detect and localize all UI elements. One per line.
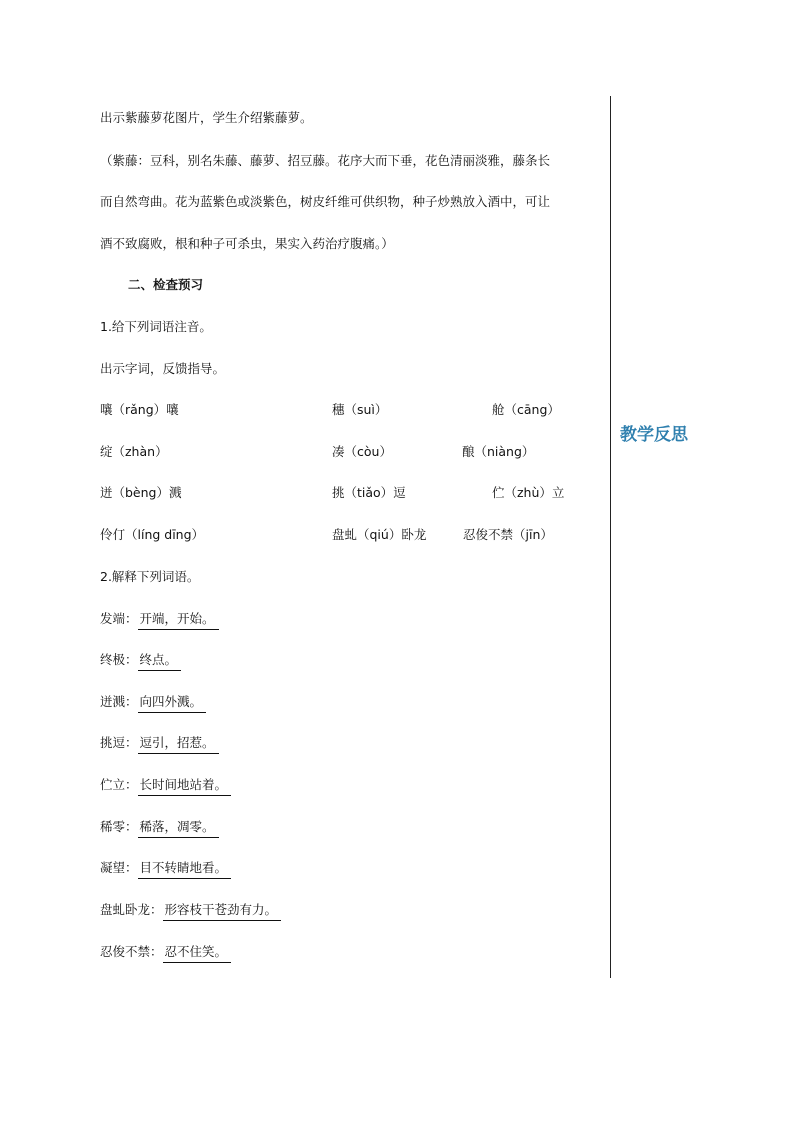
definition-row <box>100 817 219 835</box>
section-heading: 二、检查预习 <box>128 277 204 292</box>
pinyin-item: 穗（suì） <box>332 402 388 417</box>
pinyin-item: 嚷（rǎng）嚷 <box>100 402 179 417</box>
pinyin-item: 忍俊不禁（jīn） <box>463 527 553 542</box>
definition-answer: 逗引，招惹。 <box>138 735 219 754</box>
pinyin-item: 挑（tiǎo）逗 <box>332 485 406 500</box>
definition-term: 稀零： <box>100 819 138 834</box>
pinyin-item: 酿（niàng） <box>462 444 535 459</box>
definition-term: 迸溅： <box>100 694 138 709</box>
definition-answer: 忍不住笑。 <box>163 944 232 963</box>
definition-answer: 终点。 <box>138 652 182 671</box>
pinyin-item: 凑（còu） <box>332 444 392 459</box>
pinyin-item: 绽（zhàn） <box>100 444 168 459</box>
definition-answer: 长时间地站着。 <box>138 777 232 796</box>
definition-term: 伫立： <box>100 777 138 792</box>
definition-row <box>100 942 231 960</box>
definition-term: 忍俊不禁： <box>100 944 163 959</box>
definition-term: 凝望： <box>100 860 138 875</box>
pinyin-item: 盘虬（qiú）卧龙 <box>332 527 427 542</box>
pinyin-item: 伶仃（líng dīng） <box>100 527 205 542</box>
teaching-reflection-title: 教学反思 <box>620 425 688 445</box>
definition-row <box>100 650 181 668</box>
definition-row <box>100 900 281 918</box>
definition-answer: 向四外溅。 <box>138 694 207 713</box>
pinyin-item: 舱（cāng） <box>492 402 560 417</box>
definition-row <box>100 858 231 876</box>
intro-line-1: 出示紫藤萝花图片，学生介绍紫藤萝。 <box>100 110 313 125</box>
definition-row <box>100 692 206 710</box>
definition-answer: 稀落，凋零。 <box>138 819 219 838</box>
intro-line-2: （紫藤：豆科，别名朱藤、藤萝、招豆藤。花序大而下垂，花色清丽淡雅，藤条长 <box>100 153 551 168</box>
pinyin-item: 伫（zhù）立 <box>492 485 565 500</box>
definition-answer: 形容枝干苍劲有力。 <box>163 902 282 921</box>
intro-line-4: 酒不致腐败，根和种子可杀虫，果实入药治疗腹痛。） <box>100 236 394 251</box>
question-1-note: 出示字词，反馈指导。 <box>100 361 226 376</box>
intro-line-3: 而自然弯曲。花为蓝紫色或淡紫色，树皮纤维可供织物，种子炒熟放入酒中，可让 <box>100 194 551 209</box>
column-divider <box>610 96 611 978</box>
definition-term: 盘虬卧龙： <box>100 902 163 917</box>
pinyin-item: 迸（bèng）溅 <box>100 485 182 500</box>
definition-term: 终极： <box>100 652 138 667</box>
definition-term: 发端： <box>100 611 138 626</box>
definition-row <box>100 733 219 751</box>
question-1: 1.给下列词语注音。 <box>100 319 212 334</box>
definition-row <box>100 609 219 627</box>
definition-row <box>100 775 231 793</box>
definition-answer: 目不转睛地看。 <box>138 860 232 879</box>
definition-answer: 开端，开始。 <box>138 611 219 630</box>
definition-term: 挑逗： <box>100 735 138 750</box>
question-2: 2.解释下列词语。 <box>100 569 200 584</box>
